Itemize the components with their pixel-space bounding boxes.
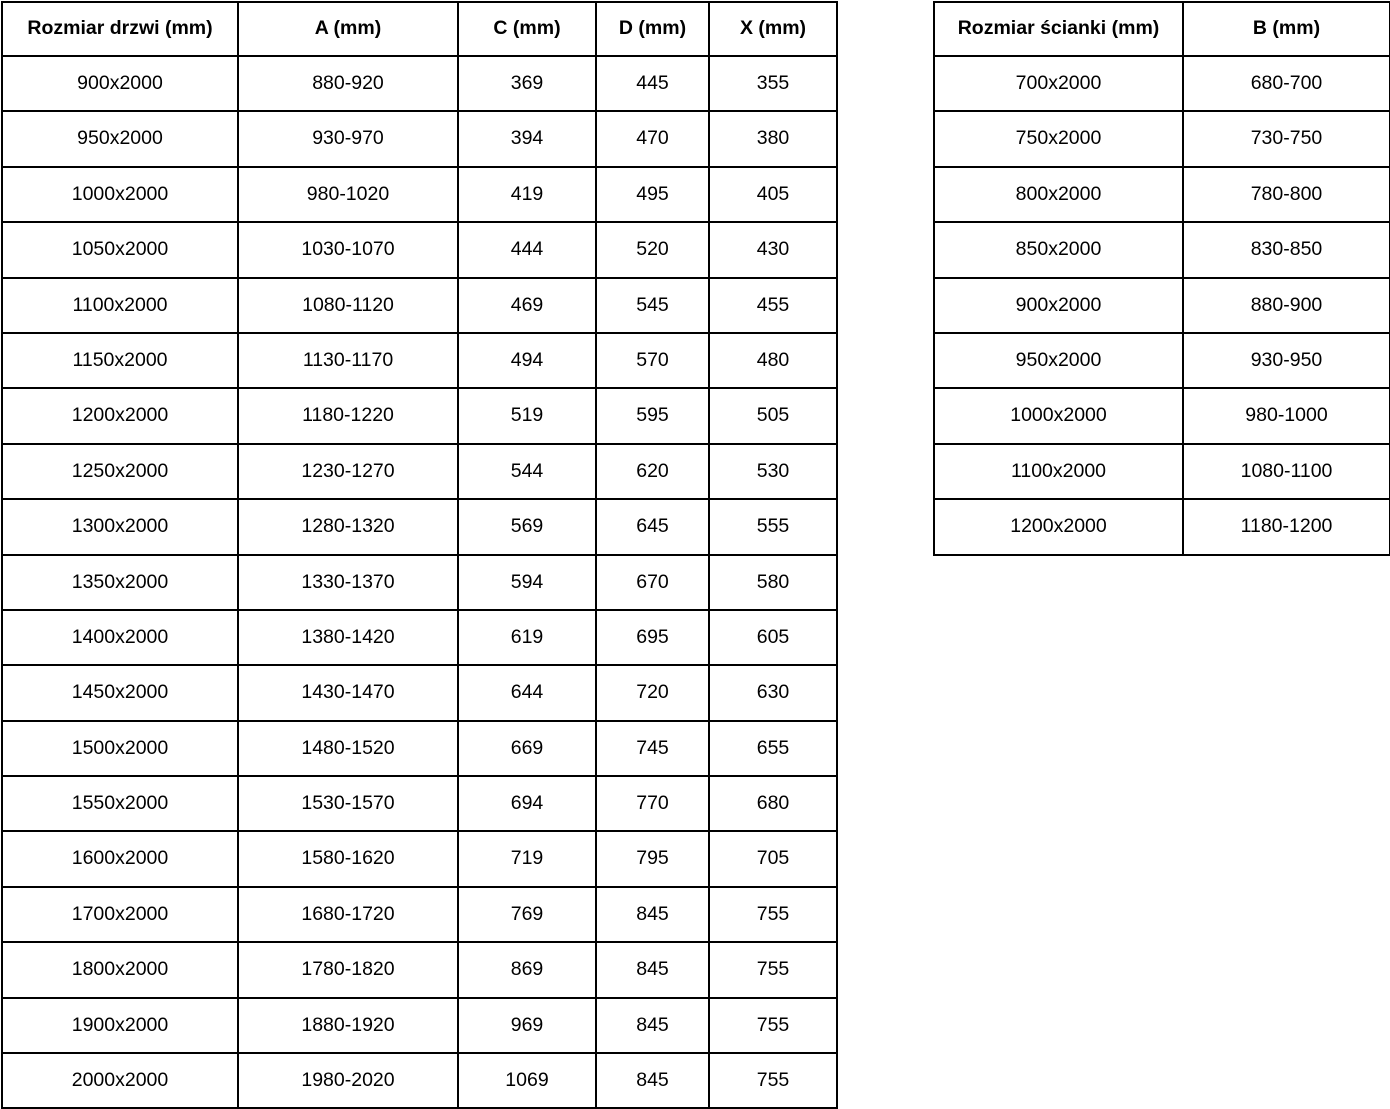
cell-x: 555 (709, 499, 837, 554)
cell-b: 680-700 (1183, 56, 1390, 111)
table-row (934, 56, 1390, 111)
table-row (2, 942, 837, 997)
table-row (2, 56, 837, 111)
cell-d: 495 (596, 167, 709, 222)
cell-b: 780-800 (1183, 167, 1390, 222)
cell-wall-size: 700x2000 (934, 56, 1183, 111)
cell-c: 694 (458, 776, 596, 831)
cell-x: 755 (709, 887, 837, 942)
table-row (2, 776, 837, 831)
column-header-door-size: Rozmiar drzwi (mm) (2, 2, 238, 56)
cell-d: 595 (596, 388, 709, 443)
cell-x: 505 (709, 388, 837, 443)
cell-a: 980-1020 (238, 167, 458, 222)
cell-door-size: 1100x2000 (2, 278, 238, 333)
cell-x: 755 (709, 1053, 837, 1108)
cell-c: 494 (458, 333, 596, 388)
cell-x: 380 (709, 111, 837, 166)
cell-c: 519 (458, 388, 596, 443)
cell-door-size: 1400x2000 (2, 610, 238, 665)
cell-a: 1380-1420 (238, 610, 458, 665)
cell-door-size: 1600x2000 (2, 831, 238, 886)
cell-b: 880-900 (1183, 278, 1390, 333)
cell-c: 444 (458, 222, 596, 277)
cell-d: 845 (596, 1053, 709, 1108)
cell-a: 1680-1720 (238, 887, 458, 942)
cell-door-size: 1300x2000 (2, 499, 238, 554)
cell-a: 1780-1820 (238, 942, 458, 997)
cell-a: 1230-1270 (238, 444, 458, 499)
cell-a: 880-920 (238, 56, 458, 111)
cell-wall-size: 750x2000 (934, 111, 1183, 166)
column-header-a: A (mm) (238, 2, 458, 56)
table-row (934, 278, 1390, 333)
table-row (934, 333, 1390, 388)
cell-a: 1080-1120 (238, 278, 458, 333)
wall-table-header (934, 2, 1390, 56)
cell-d: 795 (596, 831, 709, 886)
table-row (2, 665, 837, 720)
cell-c: 719 (458, 831, 596, 886)
cell-a: 1180-1220 (238, 388, 458, 443)
cell-door-size: 1150x2000 (2, 333, 238, 388)
cell-x: 755 (709, 942, 837, 997)
cell-a: 1580-1620 (238, 831, 458, 886)
cell-x: 480 (709, 333, 837, 388)
column-header-wall-size: Rozmiar ścianki (mm) (934, 2, 1183, 56)
cell-door-size: 1250x2000 (2, 444, 238, 499)
cell-d: 645 (596, 499, 709, 554)
table-row (2, 111, 837, 166)
cell-d: 470 (596, 111, 709, 166)
cell-c: 969 (458, 998, 596, 1053)
table-row (2, 444, 837, 499)
cell-c: 369 (458, 56, 596, 111)
cell-x: 530 (709, 444, 837, 499)
cell-door-size: 1050x2000 (2, 222, 238, 277)
cell-door-size: 950x2000 (2, 111, 238, 166)
cell-door-size: 1350x2000 (2, 555, 238, 610)
table-row (2, 555, 837, 610)
cell-door-size: 1700x2000 (2, 887, 238, 942)
cell-wall-size: 900x2000 (934, 278, 1183, 333)
cell-d: 570 (596, 333, 709, 388)
cell-b: 830-850 (1183, 222, 1390, 277)
cell-door-size: 900x2000 (2, 56, 238, 111)
cell-a: 1980-2020 (238, 1053, 458, 1108)
cell-x: 680 (709, 776, 837, 831)
column-header-c: C (mm) (458, 2, 596, 56)
cell-x: 430 (709, 222, 837, 277)
cell-c: 869 (458, 942, 596, 997)
cell-door-size: 2000x2000 (2, 1053, 238, 1108)
cell-b: 1180-1200 (1183, 499, 1390, 554)
cell-c: 594 (458, 555, 596, 610)
cell-door-size: 1550x2000 (2, 776, 238, 831)
cell-a: 1030-1070 (238, 222, 458, 277)
cell-c: 569 (458, 499, 596, 554)
cell-x: 655 (709, 721, 837, 776)
cell-a: 930-970 (238, 111, 458, 166)
cell-d: 845 (596, 942, 709, 997)
table-row (2, 333, 837, 388)
wall-dimensions-table (933, 1, 1390, 556)
cell-wall-size: 950x2000 (934, 333, 1183, 388)
cell-a: 1330-1370 (238, 555, 458, 610)
cell-d: 845 (596, 887, 709, 942)
cell-d: 695 (596, 610, 709, 665)
cell-a: 1130-1170 (238, 333, 458, 388)
cell-d: 520 (596, 222, 709, 277)
doors-table-header (2, 2, 837, 56)
cell-c: 419 (458, 167, 596, 222)
cell-c: 619 (458, 610, 596, 665)
table-row (2, 887, 837, 942)
cell-c: 469 (458, 278, 596, 333)
cell-door-size: 1500x2000 (2, 721, 238, 776)
cell-b: 730-750 (1183, 111, 1390, 166)
cell-d: 670 (596, 555, 709, 610)
cell-x: 405 (709, 167, 837, 222)
table-row (2, 222, 837, 277)
cell-x: 355 (709, 56, 837, 111)
cell-door-size: 1200x2000 (2, 388, 238, 443)
cell-b: 930-950 (1183, 333, 1390, 388)
cell-x: 605 (709, 610, 837, 665)
cell-x: 580 (709, 555, 837, 610)
cell-wall-size: 1200x2000 (934, 499, 1183, 554)
cell-x: 755 (709, 998, 837, 1053)
cell-d: 620 (596, 444, 709, 499)
cell-d: 745 (596, 721, 709, 776)
cell-door-size: 1800x2000 (2, 942, 238, 997)
table-row (934, 388, 1390, 443)
cell-c: 669 (458, 721, 596, 776)
cell-c: 544 (458, 444, 596, 499)
cell-x: 705 (709, 831, 837, 886)
table-row (2, 998, 837, 1053)
cell-door-size: 1900x2000 (2, 998, 238, 1053)
cell-x: 455 (709, 278, 837, 333)
cell-d: 720 (596, 665, 709, 720)
table-row (934, 167, 1390, 222)
table-row (2, 388, 837, 443)
table-row (2, 499, 837, 554)
column-header-x: X (mm) (709, 2, 837, 56)
cell-a: 1280-1320 (238, 499, 458, 554)
cell-wall-size: 1000x2000 (934, 388, 1183, 443)
column-header-d: D (mm) (596, 2, 709, 56)
cell-c: 394 (458, 111, 596, 166)
cell-door-size: 1450x2000 (2, 665, 238, 720)
table-header-row (2, 2, 837, 56)
cell-d: 445 (596, 56, 709, 111)
cell-c: 769 (458, 887, 596, 942)
table-row (934, 499, 1390, 554)
doors-dimensions-table (1, 1, 838, 1109)
cell-b: 980-1000 (1183, 388, 1390, 443)
table-row (2, 610, 837, 665)
cell-d: 770 (596, 776, 709, 831)
cell-c: 644 (458, 665, 596, 720)
cell-b: 1080-1100 (1183, 444, 1390, 499)
cell-wall-size: 800x2000 (934, 167, 1183, 222)
cell-d: 545 (596, 278, 709, 333)
cell-door-size: 1000x2000 (2, 167, 238, 222)
table-row (934, 444, 1390, 499)
table-row (2, 721, 837, 776)
table-row (934, 222, 1390, 277)
cell-x: 630 (709, 665, 837, 720)
table-header-row (934, 2, 1390, 56)
cell-wall-size: 1100x2000 (934, 444, 1183, 499)
cell-a: 1430-1470 (238, 665, 458, 720)
column-header-b: B (mm) (1183, 2, 1390, 56)
cell-a: 1480-1520 (238, 721, 458, 776)
cell-a: 1880-1920 (238, 998, 458, 1053)
wall-table-body (934, 56, 1390, 555)
cell-d: 845 (596, 998, 709, 1053)
table-row (934, 111, 1390, 166)
doors-table-body (2, 56, 837, 1108)
cell-wall-size: 850x2000 (934, 222, 1183, 277)
table-row (2, 167, 837, 222)
cell-c: 1069 (458, 1053, 596, 1108)
table-row (2, 831, 837, 886)
cell-a: 1530-1570 (238, 776, 458, 831)
table-row (2, 278, 837, 333)
